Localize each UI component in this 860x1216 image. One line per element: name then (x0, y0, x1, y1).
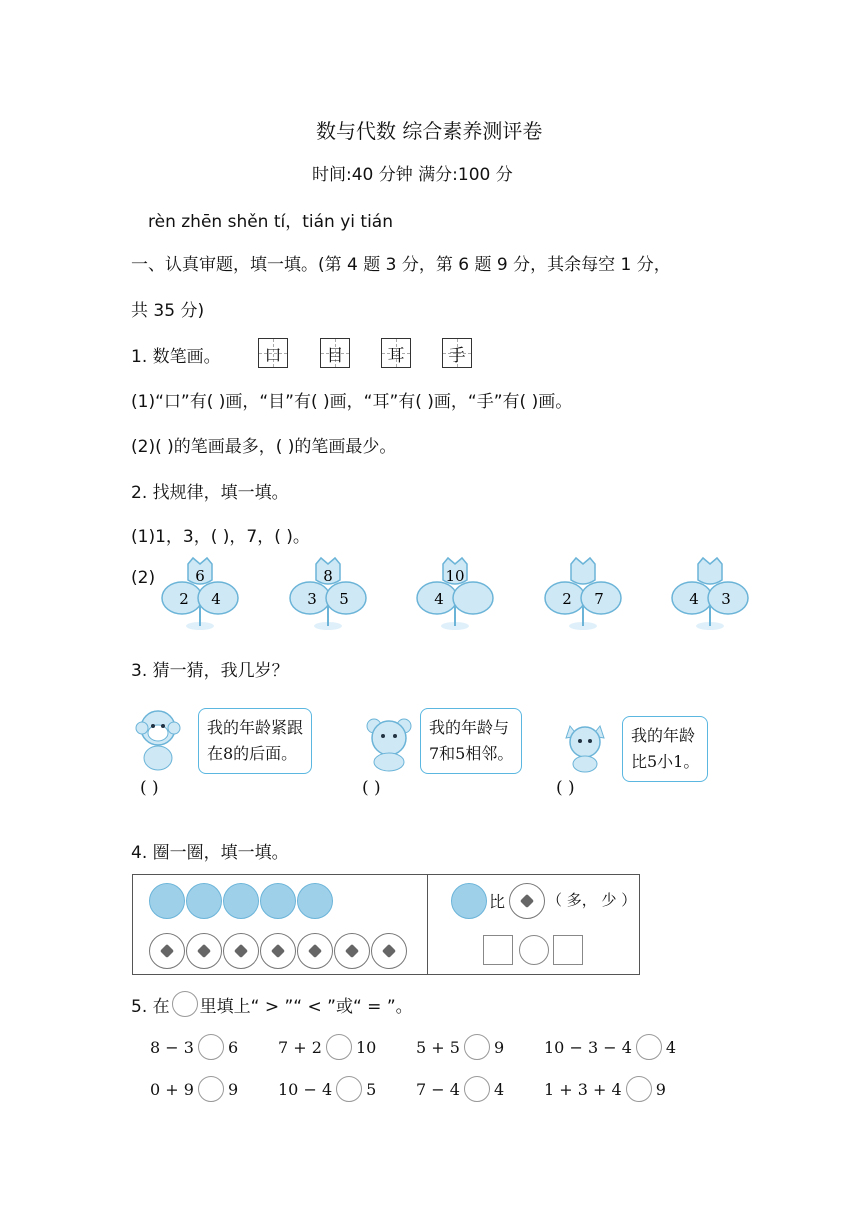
comparison-item (544, 1034, 676, 1060)
char-box: 口 (258, 338, 288, 368)
flower-left-number: 2 (179, 590, 189, 608)
cat-icon (560, 718, 616, 774)
flower-icon (415, 552, 495, 634)
q5-label-b: 里填上“ > ”“ < ”或“ = ”。 (199, 996, 413, 1017)
expression-right: 5 (366, 1079, 377, 1099)
answer-blank[interactable]: ( ) (556, 778, 575, 798)
flower-right-number: 3 (721, 590, 731, 608)
compare-circle[interactable] (464, 1076, 490, 1102)
bubble-text: 比5小1。 (631, 752, 700, 771)
answer-blank[interactable]: ( ) (362, 778, 381, 798)
flower-right-number: 4 (211, 590, 221, 608)
q1-part1: (1)“口”有( )画，“目”有( )画，“耳”有( )画，“手”有( )画。 (131, 392, 573, 412)
q2-part1: (1)1，3，( )，7，( )。 (131, 527, 310, 547)
soccer-ball-icon (223, 933, 259, 969)
expression-left: 1 + 3 + 4 (544, 1079, 622, 1099)
expression-right: 9 (493, 1037, 505, 1057)
pinyin-line: rèn zhēn shěn tí，tián yi tián (148, 212, 393, 232)
flower-right-number: 5 (339, 590, 349, 608)
char-box: 耳 (381, 338, 411, 368)
comparison-item (278, 1034, 376, 1060)
q4-label: 4. 圈一圈，填一填。 (131, 843, 289, 863)
compare-circle[interactable] (198, 1076, 224, 1102)
basketball-icon (297, 883, 333, 919)
q2-part2-label: (2) (131, 568, 156, 588)
speech-bubble (622, 716, 708, 782)
compare-circle[interactable] (326, 1034, 352, 1060)
expression-right: 10 (355, 1037, 377, 1057)
basketball-icon (186, 883, 222, 919)
compare-circle[interactable] (198, 1034, 224, 1060)
bubble-text: 我的年龄紧跟 (207, 718, 304, 737)
expression-left: 7 − 4 (416, 1079, 460, 1099)
soccer-ball-icon (186, 933, 222, 969)
compare-options: （ 多， 少 ） (547, 891, 637, 909)
compare-circle[interactable] (626, 1076, 652, 1102)
flower-left-number: 4 (434, 590, 444, 608)
expression-right: 9 (655, 1079, 666, 1099)
section1-line1: 一、认真审题，填一填。(第 4 题 3 分，第 6 题 9 分，其余每空 1 分， (131, 255, 671, 275)
basketball-icon (260, 883, 296, 919)
bubble-text: 我的年龄与 (429, 718, 510, 737)
q5-label-a: 5. 在 (131, 996, 170, 1017)
expression-left: 0 + 9 (150, 1079, 194, 1099)
flower-top-number: 6 (195, 567, 205, 585)
soccer-ball-icon (334, 933, 370, 969)
flower-card (160, 552, 240, 638)
flower-left-number: 4 (689, 590, 699, 608)
comparison-item (416, 1076, 504, 1102)
comparison-item (150, 1076, 238, 1102)
q1-part2: (2)( )的笔画最多，( )的笔画最少。 (131, 437, 397, 457)
soccer-ball-icon (371, 933, 407, 969)
basketball-icon (223, 883, 259, 919)
bubble-text: 在8的后面。 (207, 744, 298, 763)
expression-left: 8 − 3 (150, 1037, 194, 1057)
compare-circle[interactable] (336, 1076, 362, 1102)
expression-left: 10 − 4 (278, 1079, 333, 1099)
answer-circle[interactable] (519, 935, 549, 965)
monkey-icon (134, 706, 188, 772)
bubble-text: 我的年龄 (631, 726, 696, 745)
soccer-ball-icon (149, 933, 185, 969)
circle-glyph (172, 991, 198, 1017)
basketball-icon (149, 883, 185, 919)
compare-word: 比 (489, 892, 506, 911)
comparison-item (416, 1034, 504, 1060)
flower-card (415, 552, 495, 638)
soccer-ball-icon (297, 933, 333, 969)
q5-label (131, 991, 413, 1017)
q3-label: 3. 猜一猜，我几岁？ (131, 661, 289, 681)
flower-right-number: 7 (594, 590, 604, 608)
expression-right: 4 (665, 1037, 677, 1057)
section1-line2: 共 35 分) (131, 301, 205, 321)
speech-bubble (198, 708, 312, 774)
answer-square[interactable] (553, 935, 583, 965)
flower-icon (288, 552, 368, 634)
basketball-icon (451, 883, 487, 919)
flower-icon (160, 552, 240, 634)
soccer-ball-icon (509, 883, 545, 919)
expression-left: 7 + 2 (278, 1037, 322, 1057)
comparison-item (150, 1034, 238, 1060)
flower-card (670, 552, 750, 638)
flower-icon (543, 552, 623, 634)
char-box: 手 (442, 338, 472, 368)
q2-label: 2. 找规律，填一填。 (131, 483, 289, 503)
comparison-item (544, 1076, 666, 1102)
page-subtitle: 时间:40 分钟 满分:100 分 (312, 165, 513, 185)
expression-left: 5 + 5 (416, 1037, 460, 1057)
answer-square[interactable] (483, 935, 513, 965)
bubble-text: 7和5相邻。 (429, 744, 514, 763)
count-panel (132, 874, 640, 975)
flower-card (543, 552, 623, 638)
expression-right: 6 (227, 1037, 239, 1057)
flower-left-number: 3 (307, 590, 317, 608)
compare-circle[interactable] (464, 1034, 490, 1060)
flower-icon (670, 552, 750, 634)
soccer-ball-icon (260, 933, 296, 969)
q1-label: 1. 数笔画。 (131, 347, 221, 367)
page-title: 数与代数 综合素养测评卷 (316, 119, 543, 143)
expression-right: 4 (493, 1079, 505, 1099)
flower-card (288, 552, 368, 638)
speech-bubble (420, 708, 522, 774)
flower-left-number: 2 (562, 590, 572, 608)
expression-right: 9 (227, 1079, 239, 1099)
flower-top-number: 10 (445, 567, 465, 585)
answer-blank[interactable]: ( ) (140, 778, 159, 798)
bear-icon (364, 716, 416, 772)
panel-divider (427, 875, 428, 974)
flower-top-number: 8 (323, 567, 333, 585)
compare-circle[interactable] (636, 1034, 662, 1060)
expression-left: 10 − 3 − 4 (544, 1037, 632, 1057)
char-box: 目 (320, 338, 350, 368)
comparison-item (278, 1076, 376, 1102)
